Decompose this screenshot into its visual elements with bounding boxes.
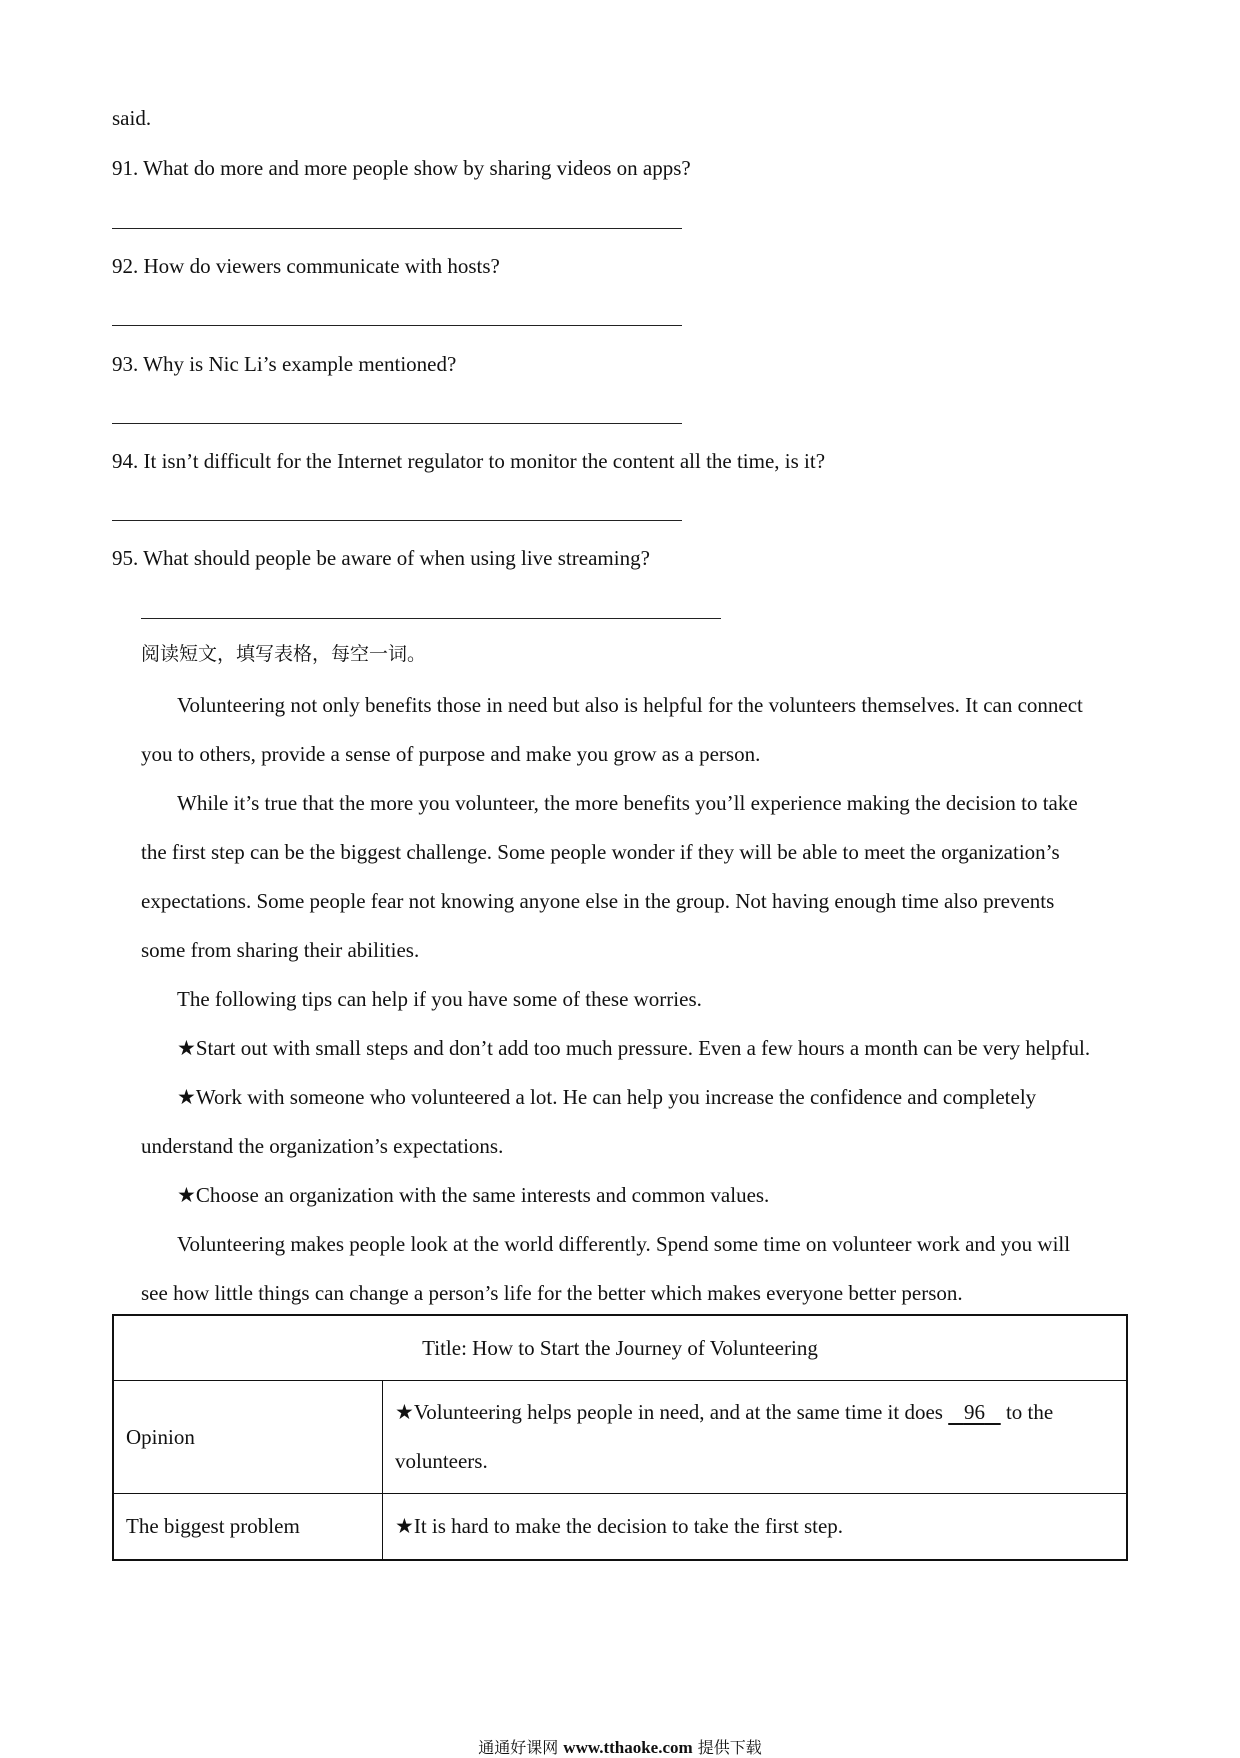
question-number: 93. bbox=[112, 352, 139, 376]
passage-line: expectations. Some people fear not knowing anyone else in the group. Not having enough time also prevents bbox=[141, 889, 1055, 913]
footer-site-name: 通通好课网 bbox=[478, 1738, 559, 1757]
blank-96[interactable] bbox=[948, 1400, 1001, 1424]
instruction: 阅读短文，填写表格，每空一词。 bbox=[141, 643, 427, 665]
passage-line: you to others, provide a sense of purpose and make you grow as a person. bbox=[141, 742, 761, 766]
tip-3: ★Choose an organization with the same interests and common values. bbox=[177, 1183, 770, 1207]
content-text: to the bbox=[1000, 1400, 1054, 1424]
question-text: What should people be aware of when using live streaming? bbox=[143, 546, 650, 570]
passage-line: Volunteering not only benefits those in need but also is helpful for the volunteers themselves. It can connect bbox=[177, 693, 1083, 717]
question-text: How do viewers communicate with hosts? bbox=[143, 254, 500, 278]
passage-line: the first step can be the biggest challenge. Some people wonder if they will be able to meet the organization’s bbox=[141, 840, 1060, 864]
question-94 bbox=[112, 451, 825, 472]
answer-line-93[interactable] bbox=[112, 423, 682, 424]
passage bbox=[141, 681, 1131, 1318]
passage-line: Volunteering makes people look at the world differently. Spend some time on volunteer work and you will bbox=[177, 1232, 1071, 1256]
tip-1: ★Start out with small steps and don’t add too much pressure. Even a few hours a month can be very helpful. bbox=[177, 1036, 1091, 1060]
page-footer bbox=[0, 1735, 1240, 1758]
summary-table bbox=[112, 1314, 1128, 1561]
continued-text: said. bbox=[112, 106, 152, 130]
question-91 bbox=[112, 158, 691, 179]
tip-2: ★Work with someone who volunteered a lot. He can help you increase the confidence and completely bbox=[177, 1085, 1037, 1109]
content-text: ★Volunteering helps people in need, and at the same time it does bbox=[395, 1400, 949, 1424]
answer-line-94[interactable] bbox=[112, 520, 682, 521]
footer-url: www.tthaoke.com bbox=[563, 1738, 693, 1757]
question-number: 94. bbox=[112, 449, 139, 473]
question-number: 92. bbox=[112, 254, 139, 278]
row-label-biggest-problem: The biggest problem bbox=[113, 1494, 383, 1560]
question-95 bbox=[112, 548, 650, 569]
passage-line: see how little things can change a person’s life for the better which makes everyone better person. bbox=[141, 1281, 963, 1305]
table-title: Title: How to Start the Journey of Volunteering bbox=[113, 1315, 1127, 1381]
passage-line: some from sharing their abilities. bbox=[141, 938, 420, 962]
content-text: volunteers. bbox=[395, 1449, 488, 1473]
question-number: 91. bbox=[112, 156, 139, 180]
blank-number: 96 bbox=[963, 1400, 985, 1424]
passage-line: understand the organization’s expectations. bbox=[141, 1134, 504, 1158]
answer-line-91[interactable] bbox=[112, 228, 682, 229]
table-row bbox=[113, 1494, 1127, 1560]
question-text: It isn’t difficult for the Internet regulator to monitor the content all the time, is it? bbox=[143, 449, 826, 473]
answer-line-92[interactable] bbox=[112, 325, 682, 326]
footer-suffix: 提供下载 bbox=[697, 1738, 762, 1757]
row-content-opinion bbox=[383, 1381, 1128, 1494]
table-title-row bbox=[113, 1315, 1127, 1381]
passage-line: The following tips can help if you have some of these worries. bbox=[177, 987, 702, 1011]
row-content-biggest-problem: ★It is hard to make the decision to take the first step. bbox=[383, 1494, 1128, 1560]
question-text: What do more and more people show by sharing videos on apps? bbox=[143, 156, 691, 180]
passage-line: While it’s true that the more you volunteer, the more benefits you’ll experience making the decision to take bbox=[177, 791, 1078, 815]
question-text: Why is Nic Li’s example mentioned? bbox=[143, 352, 457, 376]
question-92 bbox=[112, 256, 500, 277]
question-number: 95. bbox=[112, 546, 139, 570]
row-label-opinion: Opinion bbox=[113, 1381, 383, 1494]
answer-line-95[interactable] bbox=[141, 618, 721, 619]
question-93 bbox=[112, 354, 456, 375]
table-row bbox=[113, 1381, 1127, 1494]
